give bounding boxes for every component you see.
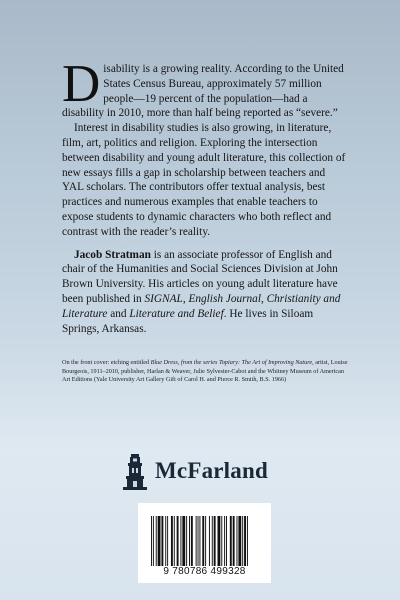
barcode-bar [224, 516, 225, 566]
separator: and [107, 307, 130, 320]
barcode-bar [156, 516, 157, 566]
publisher-name: McFarland [155, 458, 268, 483]
barcode-bar [153, 516, 154, 566]
barcode-bar [221, 516, 222, 566]
cover-note-lead: On the front cover: etching entitled [62, 359, 151, 366]
cover-note-rest: , artist, Louise Bourgeois, 1911–2010, publisher, Harlan & Weaver, Julie Sylvester-Cabot and the Whitney Museum of American Art Editions (Yale University Art Gallery Gift of Carol H. and Pierce R. Smith, B.S. 1966) [62, 359, 348, 384]
barcode-bar [212, 516, 213, 566]
journal-english-journal: English Journal [188, 292, 261, 305]
isbn-barcode [138, 503, 271, 583]
barcode-bar [205, 516, 206, 566]
author-name: Jacob Stratman [74, 248, 151, 261]
author-bio-text-a: is an associate professor of English and chair of the Humanities and Social Sciences Division at John Brown University. His articles on young adult literature have been published in [62, 248, 338, 305]
barcode-bar [230, 516, 232, 566]
barcode-bar [189, 516, 190, 566]
journal-literature-and-belief: Literature and Belief [129, 307, 224, 320]
journal-christianity-and-literature: Christianity and Literature [62, 292, 341, 320]
barcode-bar [214, 516, 216, 566]
barcode-bar [167, 516, 168, 566]
artwork-title: Blue Dress, from the series Topiary: The Art of Improving Nature [150, 359, 313, 366]
barcode-bar [196, 516, 197, 566]
journal-signal: SIGNAL [144, 292, 183, 305]
barcode-bar [202, 516, 204, 566]
description-paragraph-1-text: isability is a growing reality. According to the United States Census Bureau, approximately 57 million people—19 percent of the population—had a disability in 2010, more than half being reported as “severe.” [62, 63, 344, 120]
back-cover-description [62, 55, 348, 336]
barcode-bar [237, 516, 238, 566]
barcode-number: 9 780786 499328 [163, 566, 246, 577]
barcode-bar [198, 516, 199, 566]
description-paragraph-2: Interest in disability studies is also growing, in literature, film, art, politics and religion. Exploring the intersection between disability and young adult literature, this collection of new essays fills a gap in scholarship between teachers and YAL scholars. The contributors offer textual analysis, best practices and numerous examples that enable teachers to expose students to dynamic characters who both reflect and contrast with the reader’s reality. [62, 122, 346, 238]
barcode-bar [165, 516, 166, 566]
barcode-bar [218, 516, 221, 566]
barcode-bar [161, 516, 163, 566]
author-bio [62, 248, 348, 337]
barcode-bar [238, 516, 241, 566]
separator: , [182, 292, 189, 305]
publisher-logo [121, 451, 281, 491]
barcode-bar [180, 516, 181, 566]
barcode-bar [247, 516, 248, 566]
barcode-bar [171, 516, 173, 566]
barcode-bar [177, 516, 179, 566]
barcode-bar [186, 516, 187, 566]
barcode-bar [182, 516, 185, 566]
separator: , [260, 292, 267, 305]
barcode-bar [242, 516, 243, 566]
barcode-bar [174, 516, 175, 566]
barcode-bar [199, 516, 200, 566]
barcode-bar [233, 516, 235, 566]
cover-art-credit-text [62, 359, 348, 385]
barcode-bar [191, 516, 193, 566]
barcode-bar [244, 516, 246, 566]
author-bio-text-b: . He lives in Siloam Springs, Arkansas. [62, 307, 314, 335]
barcode-bar [226, 516, 227, 566]
tower-logo-icon [121, 452, 149, 490]
barcode-bar [209, 516, 210, 566]
cover-art-credit [62, 359, 348, 385]
barcode-bar [151, 516, 152, 566]
barcode-bar [158, 516, 161, 566]
description-paragraph-1 [62, 55, 348, 121]
barcode-bars [151, 516, 257, 566]
dropcap-letter: D [62, 55, 101, 113]
